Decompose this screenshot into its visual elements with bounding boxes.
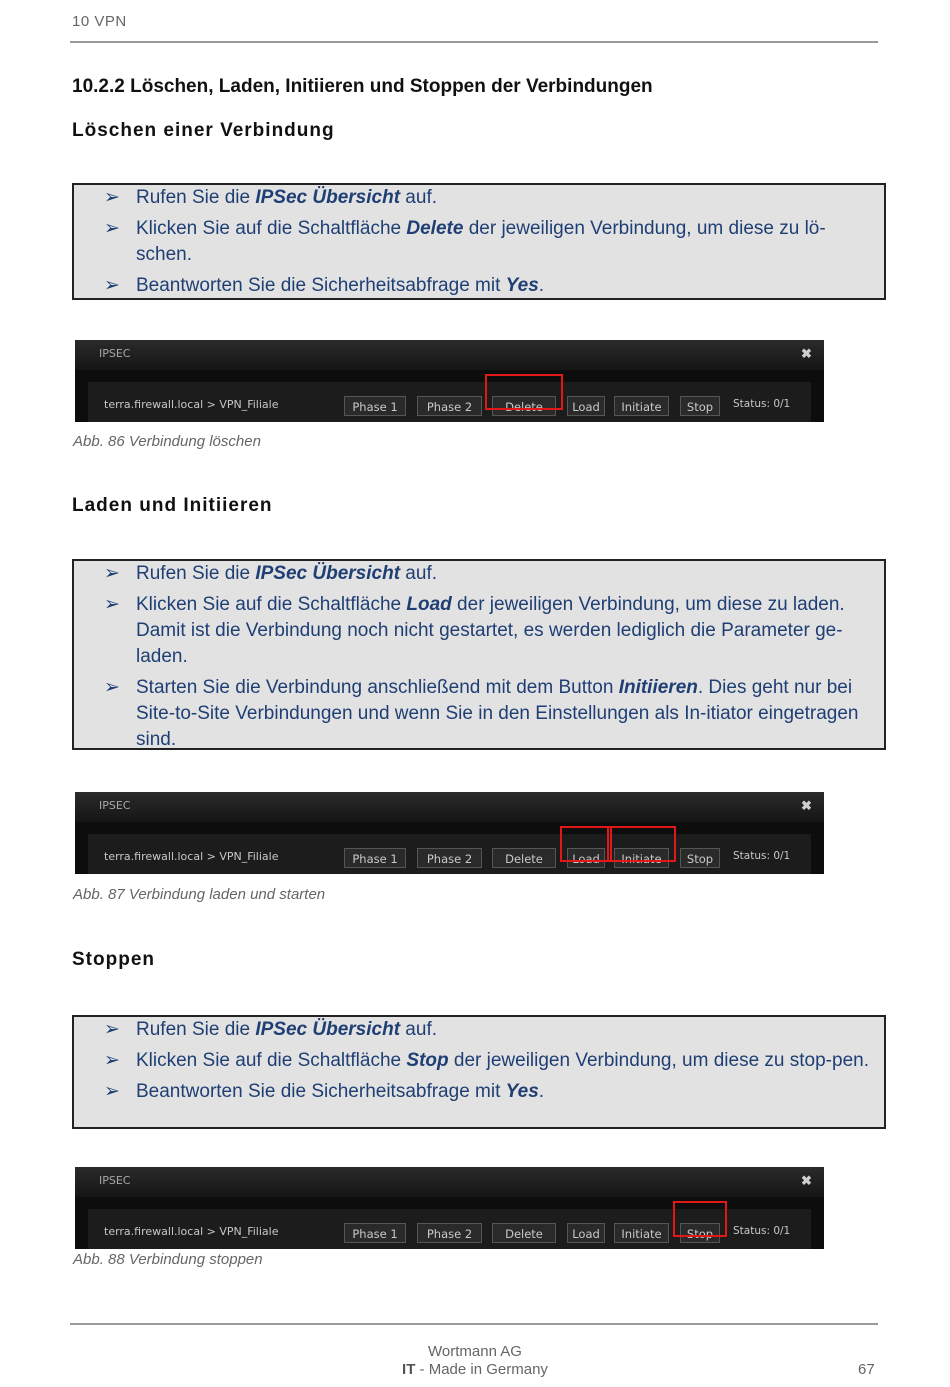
connection-path: terra.firewall.local > VPN_Filiale [104, 850, 279, 863]
delete-button[interactable]: Delete [492, 396, 556, 416]
connection-status: Status: 0/1 [733, 398, 791, 410]
footer-tagline: IT - Made in Germany [402, 1361, 548, 1378]
load-button[interactable]: Load [567, 396, 605, 416]
phase2-button[interactable]: Phase 2 [417, 396, 482, 416]
page-number: 67 [858, 1361, 875, 1378]
highlight-frame [485, 374, 563, 410]
subsection-title-stoppen: Stoppen [72, 949, 155, 970]
figure-caption: Abb. 86 Verbindung löschen [73, 433, 261, 450]
connection-row [88, 834, 811, 874]
arrow-bullet-icon: ➢ [104, 594, 120, 615]
initiate-button[interactable]: Initiate [614, 848, 669, 868]
connection-path: terra.firewall.local > VPN_Filiale [104, 398, 279, 411]
stop-button[interactable]: Stop [680, 848, 720, 868]
instruction-box-loeschen [72, 183, 886, 300]
arrow-bullet-icon: ➢ [104, 1081, 120, 1102]
arrow-bullet-icon: ➢ [104, 563, 120, 584]
window-title: IPSEC [99, 347, 131, 360]
delete-button[interactable]: Delete [492, 1223, 556, 1243]
highlight-frame [607, 826, 676, 862]
connection-row [88, 382, 811, 422]
instruction-box-stoppen [72, 1015, 886, 1129]
arrow-bullet-icon: ➢ [104, 677, 120, 698]
ipsec-screenshot-delete [75, 340, 824, 422]
section-title: 10.2.2 Löschen, Laden, Initiieren und Stoppen der Verbindungen [72, 76, 653, 97]
initiate-button[interactable]: Initiate [614, 396, 669, 416]
arrow-bullet-icon: ➢ [104, 275, 120, 296]
ipsec-screenshot-load-initiate [75, 792, 824, 874]
connection-status: Status: 0/1 [733, 850, 791, 862]
load-button[interactable]: Load [567, 848, 605, 868]
instruction-item: ➢ Rufen Sie die IPSec Übersicht auf. [74, 185, 884, 211]
footer-divider [70, 1323, 878, 1325]
phase1-button[interactable]: Phase 1 [344, 848, 406, 868]
footer-company: Wortmann AG [428, 1343, 522, 1360]
connection-row [88, 1209, 811, 1249]
phase1-button[interactable]: Phase 1 [344, 396, 406, 416]
instruction-item: ➢ Rufen Sie die IPSec Übersicht auf. [74, 561, 884, 587]
instruction-item: ➢ Beantworten Sie die Sicherheitsabfrage mit Yes. [74, 1079, 884, 1105]
figure-caption: Abb. 87 Verbindung laden und starten [73, 886, 326, 903]
arrow-bullet-icon: ➢ [104, 1019, 120, 1040]
window-titlebar [75, 340, 824, 370]
instruction-item: ➢ Klicken Sie auf die Schaltfläche Delete der jeweiligen Verbindung, um diese zu lö-schen. [104, 218, 826, 265]
window-titlebar [75, 1167, 824, 1197]
connection-status: Status: 0/1 [733, 1225, 791, 1237]
window-title: IPSEC [99, 799, 131, 812]
initiate-button[interactable]: Initiate [614, 1223, 669, 1243]
page-header: 10 VPN [72, 13, 127, 30]
close-icon[interactable]: ✖ [801, 1173, 812, 1188]
instruction-item: ➢ Klicken Sie auf die Schaltfläche Load der jeweiligen Verbindung, um diese zu laden. Damit ist die Verbindung noch nicht gestartet, es werden lediglich die Parameter ge-laden. [104, 594, 845, 667]
phase1-button[interactable]: Phase 1 [344, 1223, 406, 1243]
subsection-title-loeschen: Löschen einer Verbindung [72, 120, 335, 141]
highlight-frame [560, 826, 612, 862]
close-icon[interactable]: ✖ [801, 798, 812, 813]
window-titlebar [75, 792, 824, 822]
stop-button[interactable]: Stop [680, 396, 720, 416]
load-button[interactable]: Load [567, 1223, 605, 1243]
arrow-bullet-icon: ➢ [104, 1050, 120, 1071]
instruction-item: ➢ Rufen Sie die IPSec Übersicht auf. [74, 1017, 884, 1043]
close-icon[interactable]: ✖ [801, 346, 812, 361]
delete-button[interactable]: Delete [492, 848, 556, 868]
instruction-box-laden [72, 559, 886, 750]
instruction-item: ➢ Starten Sie die Verbindung anschließend mit dem Button Initiieren. Dies geht nur bei Site-to-Site Verbindungen und wenn Sie in den Einstellungen als In-itiator eingetragen sind. [104, 677, 859, 750]
instruction-item: ➢ Klicken Sie auf die Schaltfläche Stop der jeweiligen Verbindung, um diese zu stop-pen. [74, 1048, 884, 1074]
stop-button[interactable]: Stop [680, 1223, 720, 1243]
subsection-title-laden: Laden und Initiieren [72, 495, 273, 516]
highlight-frame [673, 1201, 727, 1237]
phase2-button[interactable]: Phase 2 [417, 848, 482, 868]
connection-path: terra.firewall.local > VPN_Filiale [104, 1225, 279, 1238]
arrow-bullet-icon: ➢ [104, 218, 120, 239]
arrow-bullet-icon: ➢ [104, 187, 120, 208]
window-title: IPSEC [99, 1174, 131, 1187]
phase2-button[interactable]: Phase 2 [417, 1223, 482, 1243]
instruction-item: ➢ Beantworten Sie die Sicherheitsabfrage mit Yes. [74, 273, 884, 299]
figure-caption: Abb. 88 Verbindung stoppen [73, 1251, 263, 1268]
ipsec-screenshot-stop [75, 1167, 824, 1249]
header-divider [70, 41, 878, 43]
